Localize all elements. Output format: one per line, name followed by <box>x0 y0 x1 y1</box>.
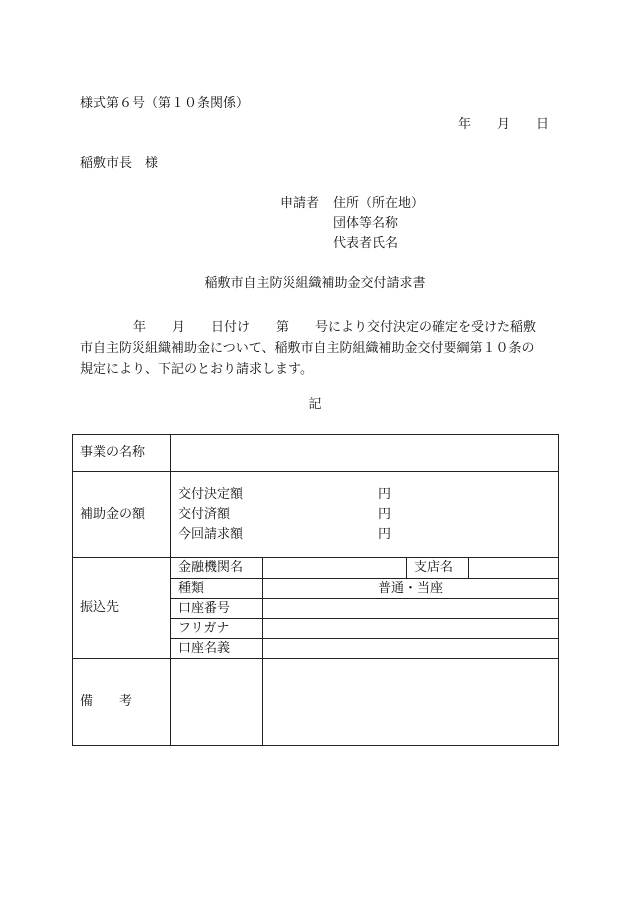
body-line-3: 規定により、下記のとおり請求します。 <box>80 362 313 377</box>
yen-unit: 円 <box>378 486 392 502</box>
current-request-label: 今回請求額 <box>178 526 244 542</box>
applicant-label: 申請者 <box>280 196 320 211</box>
bank-label: 金融機関名 <box>171 558 263 579</box>
yen-unit: 円 <box>378 526 392 542</box>
date-year: 年 <box>458 117 472 132</box>
already-paid-row <box>178 505 558 525</box>
furigana-label: フリガナ <box>171 619 263 639</box>
subsidy-label: 補助金の額 <box>73 472 171 558</box>
date-month: 月 <box>497 117 511 132</box>
account-holder-value[interactable] <box>263 639 559 659</box>
bank-value[interactable] <box>263 558 407 579</box>
project-name-label: 事業の名称 <box>73 435 171 472</box>
body-paragraph <box>80 317 560 380</box>
yen-unit: 円 <box>378 506 392 522</box>
account-number-label: 口座番号 <box>171 599 263 619</box>
branch-label: 支店名 <box>407 558 469 579</box>
remarks-label <box>73 659 171 746</box>
applicant-address-label: 住所（所在地） <box>333 196 425 211</box>
already-paid-label: 交付済額 <box>178 506 231 522</box>
remarks-sub-cell[interactable] <box>171 659 263 746</box>
ki-marker: 記 <box>308 397 322 412</box>
remarks-value[interactable] <box>263 659 559 746</box>
grant-decision-label: 交付決定額 <box>178 486 244 502</box>
body-line-2: 市自主防災組織補助金について、稲敷市自主防組織補助金交付要綱第１０条の <box>80 341 535 356</box>
subsidy-amounts <box>171 472 559 558</box>
remarks-row <box>73 659 559 746</box>
project-name-value[interactable] <box>171 435 559 472</box>
document-title: 稲敷市自主防災組織補助金交付請求書 <box>204 276 426 291</box>
addressee: 稲敷市長 様 <box>80 156 159 171</box>
bank-row <box>73 558 559 579</box>
remarks-label-char-1: 備 <box>80 694 94 709</box>
subsidy-row <box>73 472 559 558</box>
applicant-org-name-label: 団体等名称 <box>333 216 399 231</box>
request-table <box>72 434 559 746</box>
furigana-value[interactable] <box>263 619 559 639</box>
grant-decision-row <box>178 485 558 505</box>
applicant-fields <box>333 196 424 256</box>
applicant-representative-label: 代表者氏名 <box>333 236 399 251</box>
remarks-label-char-2: 考 <box>119 694 133 709</box>
date-line <box>458 117 549 133</box>
type-label: 種類 <box>171 579 263 599</box>
branch-value[interactable] <box>469 558 559 579</box>
date-day: 日 <box>536 117 550 132</box>
current-request-row <box>178 525 558 545</box>
body-line-1: 年 月 日付け 第 号により交付決定の確定を受けた稲敷 <box>133 320 537 335</box>
type-value[interactable]: 普通・当座 <box>263 579 559 599</box>
form-number: 様式第６号（第１０条関係） <box>80 96 250 111</box>
account-number-value[interactable] <box>263 599 559 619</box>
account-holder-label: 口座名義 <box>171 639 263 659</box>
transfer-label: 振込先 <box>73 558 171 659</box>
project-name-row <box>73 435 559 472</box>
